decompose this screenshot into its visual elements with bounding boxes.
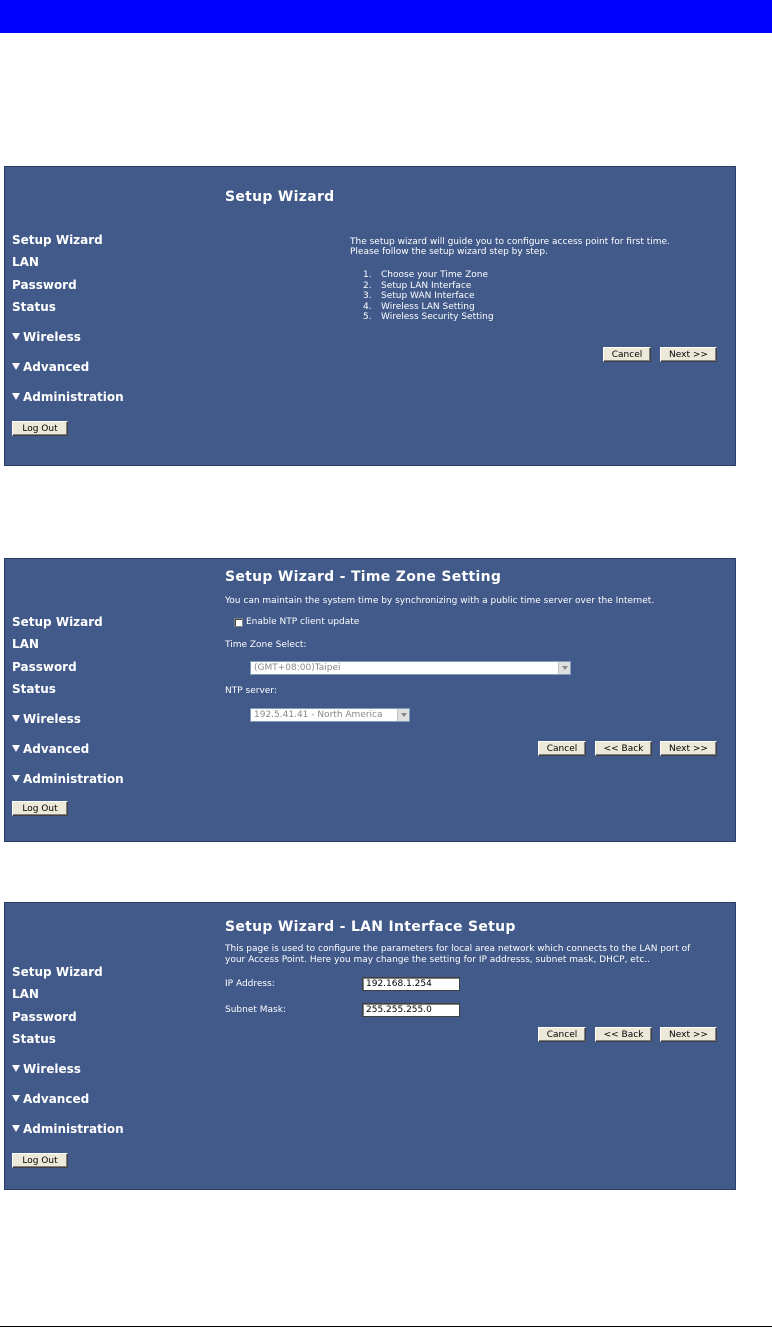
chevron-down-icon (397, 709, 409, 721)
ip-address-label: IP Address: (225, 979, 275, 989)
nav-wireless[interactable] (12, 712, 81, 726)
nav-lan[interactable]: LAN (12, 987, 39, 1001)
triangle-down-icon (12, 745, 20, 752)
page-title: Setup Wizard - LAN Interface Setup (225, 919, 516, 935)
header-bar (0, 0, 772, 33)
list-item: 3. Setup WAN Interface (363, 291, 475, 301)
nav-setup-wizard[interactable]: Setup Wizard (12, 965, 103, 979)
intro-line-1: The setup wizard will guide you to configure access point for first time. (350, 237, 670, 247)
next-button[interactable]: Next >> (660, 1027, 717, 1042)
page-title: Setup Wizard - Time Zone Setting (225, 569, 502, 585)
time-zone-label: Time Zone Select: (225, 640, 307, 650)
ip-address-input[interactable]: 192.168.1.254 (362, 977, 460, 991)
subnet-mask-label: Subnet Mask: (225, 1005, 286, 1015)
back-button[interactable]: << Back (595, 741, 652, 756)
list-item: 4. Wireless LAN Setting (363, 301, 475, 312)
subnet-mask-input[interactable]: 255.255.255.0 (362, 1003, 460, 1017)
nav-status[interactable]: Status (12, 682, 56, 696)
triangle-down-icon (12, 1095, 20, 1102)
triangle-down-icon (12, 775, 20, 782)
chevron-down-icon (558, 662, 570, 674)
description-line-2: your Access Point. Here you may change the setting for IP addresss, subnet mask, DHCP, etc.. (225, 955, 651, 965)
nav-administration[interactable] (12, 1122, 124, 1136)
time-zone-panel (4, 558, 736, 842)
nav-setup-wizard[interactable]: Setup Wizard (12, 233, 103, 247)
list-item: 1. Choose your Time Zone (363, 270, 488, 280)
description-text: You can maintain the system time by synchronizing with a public time server over the Internet. (225, 596, 655, 606)
nav-lan[interactable]: LAN (12, 255, 39, 269)
list-item: 2. Setup LAN Interface (363, 280, 472, 291)
nav-administration-label: Administration (23, 1122, 124, 1136)
nav-wireless[interactable] (12, 1062, 81, 1076)
nav-administration-label: Administration (23, 772, 124, 786)
logout-button[interactable]: Log Out (12, 801, 68, 816)
cancel-button[interactable]: Cancel (538, 741, 586, 756)
list-item: 5. Wireless Security Setting (363, 312, 494, 322)
nav-setup-wizard[interactable]: Setup Wizard (12, 615, 103, 629)
nav-wireless[interactable] (12, 330, 81, 344)
triangle-down-icon (12, 393, 20, 400)
nav-wireless-label: Wireless (23, 712, 81, 726)
next-button[interactable]: Next >> (660, 741, 717, 756)
triangle-down-icon (12, 1065, 20, 1072)
triangle-down-icon (12, 333, 20, 340)
triangle-down-icon (12, 715, 20, 722)
nav-wireless-label: Wireless (23, 330, 81, 344)
ntp-checkbox-label: Enable NTP client update (246, 617, 360, 627)
nav-password[interactable]: Password (12, 660, 77, 674)
steps-list (350, 270, 494, 323)
nav-advanced[interactable] (12, 1092, 89, 1106)
logout-button[interactable]: Log Out (12, 421, 68, 436)
lan-interface-panel (4, 902, 736, 1190)
footer-divider (0, 1326, 772, 1327)
nav-advanced[interactable] (12, 360, 89, 374)
time-zone-select[interactable]: (GMT+08:00)Taipei (250, 661, 571, 675)
nav-password[interactable]: Password (12, 1010, 77, 1024)
nav-advanced-label: Advanced (23, 360, 90, 374)
triangle-down-icon (12, 1125, 20, 1132)
nav-advanced-label: Advanced (23, 742, 90, 756)
nav-administration-label: Administration (23, 390, 124, 404)
logout-button[interactable]: Log Out (12, 1153, 68, 1168)
nav-administration[interactable] (12, 772, 124, 786)
nav-lan[interactable]: LAN (12, 637, 39, 651)
intro-line-2: Please follow the setup wizard step by step. (350, 247, 548, 257)
ntp-enable-checkbox[interactable] (234, 618, 243, 627)
ntp-server-label: NTP server: (225, 686, 277, 696)
back-button[interactable]: << Back (595, 1027, 652, 1042)
nav-wireless-label: Wireless (23, 1062, 81, 1076)
triangle-down-icon (12, 363, 20, 370)
nav-status[interactable]: Status (12, 300, 56, 314)
cancel-button[interactable]: Cancel (603, 347, 651, 362)
cancel-button[interactable]: Cancel (538, 1027, 586, 1042)
nav-status[interactable]: Status (12, 1032, 56, 1046)
setup-wizard-panel (4, 166, 736, 466)
nav-administration[interactable] (12, 390, 124, 404)
ntp-server-select[interactable]: 192.5.41.41 - North America (250, 708, 410, 722)
page-title: Setup Wizard (225, 189, 335, 205)
description-line-1: This page is used to configure the parameters for local area network which connects to the LAN port of (225, 944, 691, 954)
next-button[interactable]: Next >> (660, 347, 717, 362)
nav-advanced[interactable] (12, 742, 89, 756)
nav-advanced-label: Advanced (23, 1092, 90, 1106)
nav-password[interactable]: Password (12, 278, 77, 292)
